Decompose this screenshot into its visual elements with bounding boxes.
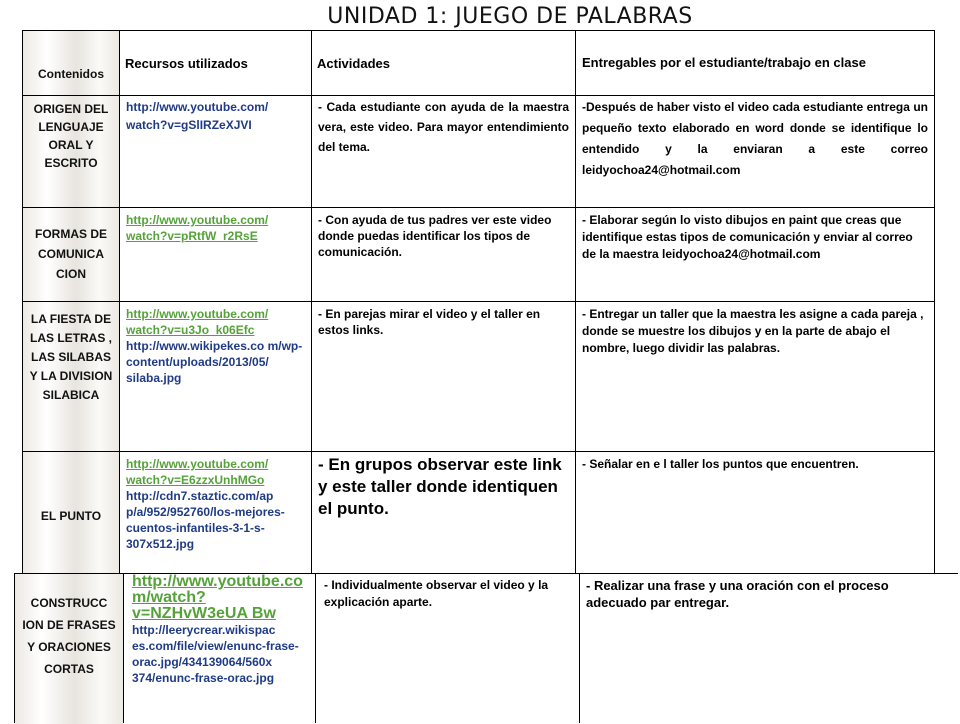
actividad-fiesta: - En parejas mirar el video y el taller en estos links. bbox=[318, 307, 541, 337]
resource-link[interactable]: http://www.youtube.com/ watch?v=gSlIRZeXJVI bbox=[126, 100, 269, 132]
entregable-construccion: - Realizar una frase y una oración con el proceso adecuado par entregar. bbox=[580, 574, 958, 724]
contenido-construccion: CONSTRUCC ION DE FRASES Y ORACIONES CORTAS bbox=[15, 574, 123, 724]
recursos-formas bbox=[120, 208, 311, 301]
entregable-punto: - Señalar en e l taller los puntos que encuentren. bbox=[582, 457, 859, 471]
contenido-origen: ORIGEN DEL LENGUAJE ORAL Y ESCRITO bbox=[23, 96, 119, 207]
resource-link[interactable]: http://www.youtube.co m/watch?v=NZHvW3eUA Bw bbox=[132, 574, 303, 622]
resource-link[interactable]: http://leerycrear.wikispac es.com/file/view/enunc-frase-orac.jpg/434139064/560x 374/enunc-frase-orac.jpg bbox=[132, 623, 299, 685]
resource-link[interactable]: http://www.youtube.com/ watch?v=pRtfW_r2RsE bbox=[126, 213, 269, 243]
resource-link[interactable]: http://cdn7.staztic.com/ap p/a/952/952760/los-mejores-cuentos-infantiles-3-1-s-307x512.jpg bbox=[126, 489, 285, 551]
recursos-fiesta bbox=[120, 302, 311, 451]
header-entregables: Entregables por el estudiante/trabajo en clase bbox=[582, 55, 866, 70]
recursos-origen bbox=[120, 96, 311, 207]
lesson-table bbox=[22, 30, 935, 580]
recursos-punto bbox=[120, 452, 311, 580]
actividad-construccion: - Individualmente observar el video y la explicación aparte. bbox=[316, 574, 579, 724]
header-actividades: Actividades bbox=[317, 56, 390, 71]
actividad-origen: - Cada estudiante con ayuda de la maestra vera, este video. Para mayor entendimiento del tema. bbox=[318, 100, 569, 154]
entregable-fiesta: - Entregar un taller que la maestra les asigne a cada pareja , donde se muestre los dibujos y en la parte de abajo el nombre, luego dividir las palabras. bbox=[582, 307, 924, 355]
resource-link[interactable]: http://www.wikipekes.co m/wp-content/uploads/2013/05/ silaba.jpg bbox=[126, 339, 303, 385]
resource-link[interactable]: http://www.youtube.com/ watch?v=u3Jo_k06Efc bbox=[126, 307, 269, 337]
lesson-table-continued bbox=[14, 573, 958, 723]
contenido-punto: EL PUNTO bbox=[23, 452, 119, 580]
entregable-formas: - Elaborar según lo visto dibujos en paint que creas que identifique estas tipos de comunicación y enviar al correo de la maestra leidyochoa24@hotmail.com bbox=[582, 213, 913, 261]
resource-link[interactable]: http://www.youtube.com/ watch?v=E6zzxUnhMGo bbox=[126, 457, 269, 487]
contenido-formas: FORMAS DE COMUNICA CION bbox=[23, 208, 119, 301]
contenido-fiesta: LA FIESTA DE LAS LETRAS , LAS SILABAS Y LA DIVISION SILABICA bbox=[23, 302, 119, 451]
actividad-punto: - En grupos observar este link y este taller donde identiquen el punto. bbox=[318, 455, 562, 518]
header-recursos: Recursos utilizados bbox=[125, 56, 248, 71]
recursos-construccion bbox=[124, 574, 315, 724]
actividad-formas: - Con ayuda de tus padres ver este video donde puedas identificar los tipos de comunicación. bbox=[318, 213, 552, 259]
page-title: UNIDAD 1: JUEGO DE PALABRAS bbox=[327, 4, 693, 29]
entregable-origen: -Después de haber visto el video cada estudiante entrega un pequeño texto elaborado en word donde se identifique lo entendido y la enviaran a este correo leidyochoa24@hotmail.com bbox=[582, 100, 928, 177]
header-contenidos: Contenidos bbox=[23, 31, 119, 95]
